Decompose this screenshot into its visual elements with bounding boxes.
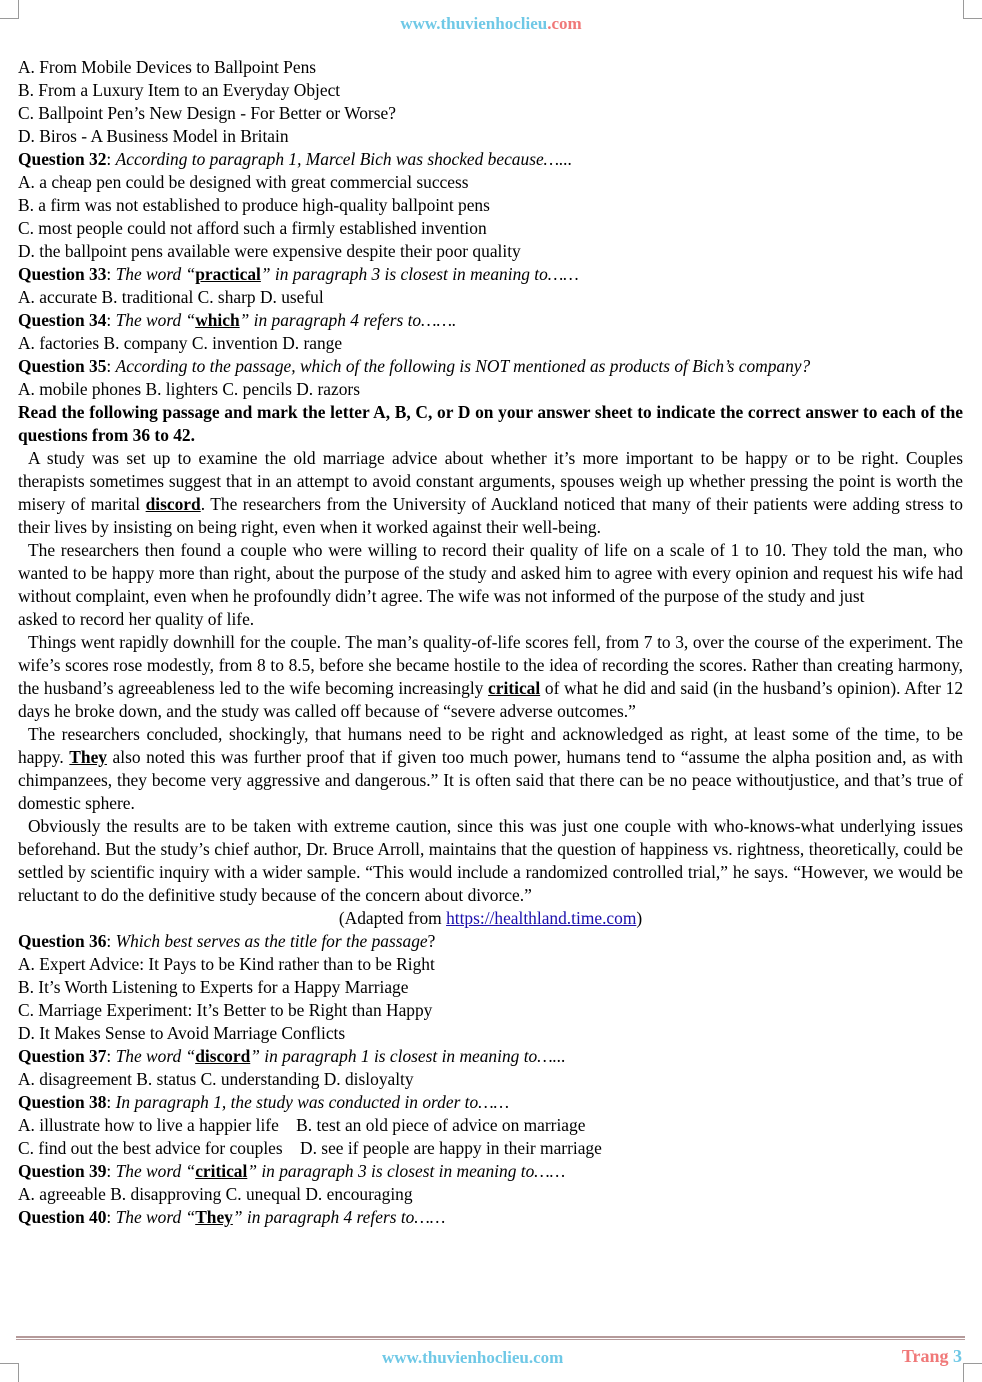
- page-content: [18, 56, 963, 1229]
- q40-text-post: ” in paragraph 4 refers to……: [232, 1207, 446, 1227]
- q37-stem: Question 37: The word “discord” in paragraph 1 is closest in meaning to…...: [18, 1046, 566, 1066]
- q34-stem: Question 34: The word “which” in paragraph 4 refers to…….: [18, 310, 457, 330]
- footer-divider: [16, 1336, 965, 1340]
- q33-stem: Question 33: The word “practical” in paragraph 3 is closest in meaning to……: [18, 264, 579, 284]
- q38-number: Question 38: [18, 1092, 107, 1112]
- q38-options-cd: C. find out the best advice for couples D. see if people are happy in their marriage: [18, 1138, 602, 1158]
- source-link[interactable]: https://healthland.time.com: [446, 908, 637, 928]
- q32-option-a: A. a cheap pen could be designed with great commercial success: [18, 172, 469, 192]
- q39-keyword: critical: [195, 1161, 248, 1181]
- q37-options: A. disagreement B. status C. understanding D. disloyalty: [18, 1069, 414, 1089]
- q37-text-post: ” in paragraph 1 is closest in meaning to…...: [250, 1046, 566, 1066]
- p4-text-a: The researchers concluded, shockingly, that humans need to be right and acknowledged as right, at least some of the time, to be happy.: [18, 724, 963, 767]
- q36-tail: ?: [427, 931, 436, 951]
- q34-number: Question 34: [18, 310, 107, 330]
- q32-number: Question 32: [18, 149, 107, 169]
- page-number-value: 3: [953, 1346, 962, 1366]
- passage-paragraph-2: The researchers then found a couple who were willing to record their quality of life on a scale of 1 to 10. They told the man, who wanted to be happy more than right, about the purpose of the study and asked him to agree with every opinion and request his wife had without complaint, even when he profoundly didn’t agree. The wife was not informed of the purpose of the study and just: [18, 540, 963, 606]
- q34-keyword: which: [195, 310, 240, 330]
- q36-option-b: B. It’s Worth Listening to Experts for a Happy Marriage: [18, 977, 409, 997]
- p1-text-b: . The researchers from the University of Auckland noticed that many of their patients were adding stress to their lives by insisting on being right, even when it worked against their well-being.: [18, 494, 963, 537]
- q34-text: [116, 310, 457, 330]
- header-site-name: [0, 14, 982, 34]
- q37-text: [116, 1046, 566, 1066]
- q34-options: A. factories B. company C. invention D. range: [18, 333, 343, 353]
- q35-text: According to the passage, which of the following is NOT mentioned as products of Bich’s company?: [115, 356, 811, 376]
- crop-mark-bottom-right: [963, 1363, 982, 1382]
- q32-option-b: B. a firm was not established to produce high-quality ballpoint pens: [18, 195, 490, 215]
- q32-text: According to paragraph 1, Marcel Bich was shocked because…...: [115, 149, 573, 169]
- q36-option-c: C. Marriage Experiment: It’s Better to be Right than Happy: [18, 1000, 433, 1020]
- source-prefix: (Adapted from: [338, 908, 447, 928]
- q31-option-c: C. Ballpoint Pen’s New Design - For Better or Worse?: [18, 103, 396, 123]
- q33-keyword: practical: [195, 264, 261, 284]
- q39-number: Question 39: [18, 1161, 107, 1181]
- q36-text: Which best serves as the title for the passage: [115, 931, 428, 951]
- q36-number: Question 36: [18, 931, 107, 951]
- q33-text-pre: The word “: [115, 264, 196, 284]
- q40-text-pre: The word “: [115, 1207, 196, 1227]
- footer-site-name: [382, 1348, 563, 1368]
- header-site-tld: .com: [547, 14, 582, 33]
- passage-paragraph-2-continued: asked to record her quality of life.: [18, 609, 255, 629]
- q38-options-ab: A. illustrate how to live a happier life B. test an old piece of advice on marriage: [18, 1115, 586, 1135]
- q35-number: Question 35: [18, 356, 107, 376]
- q33-number: Question 33: [18, 264, 107, 284]
- q37-text-pre: The word “: [115, 1046, 196, 1066]
- q37-number: Question 37: [18, 1046, 107, 1066]
- q31-option-b: B. From a Luxury Item to an Everyday Object: [18, 80, 341, 100]
- q37-keyword: discord: [195, 1046, 251, 1066]
- page-label: Trang: [901, 1346, 953, 1366]
- q36-option-a: A. Expert Advice: It Pays to be Kind rather than to be Right: [18, 954, 435, 974]
- passage-paragraph-3: [18, 631, 963, 723]
- q38-text: In paragraph 1, the study was conducted in order to……: [115, 1092, 510, 1112]
- q40-text: [116, 1207, 446, 1227]
- q34-text-pre: The word “: [115, 310, 196, 330]
- passage-paragraph-5: Obviously the results are to be taken with extreme caution, since this was just one couple with who-knows-what underlying issues beforehand. But the study’s chief author, Dr. Bruce Arroll, maintains that the question of happiness vs. rightness, theoretically, could be settled by scientific inquiry with a wider sample. “This would include a randomized controlled trial,” he says. “However, we would be reluctant to do the definitive study because of the concern about divorce.”: [18, 816, 963, 905]
- q31-option-d: D. Biros - A Business Model in Britain: [18, 126, 289, 146]
- passage-source: [18, 907, 963, 930]
- q39-options: A. agreeable B. disapproving C. unequal D. encouraging: [18, 1184, 413, 1204]
- p3-text-b: of what he did and said (in the husband’s opinion). After 12 days he broke down, and the study was called off because of “severe adverse outcomes.”: [18, 678, 964, 721]
- p3-keyword-critical: critical: [488, 678, 541, 698]
- passage-paragraph-4: [18, 723, 963, 815]
- q40-keyword: They: [195, 1207, 233, 1227]
- header-site-main: www.thuvienhoclieu: [400, 14, 548, 33]
- p4-text-b: also noted this was further proof that if given too much power, humans tend to “assume the alpha position and, as with chimpanzees, they become very aggressive and dangerous.” It is often said that there can be no peace withoutjustice, and that’s true of domestic sphere.: [18, 747, 963, 813]
- p1-keyword-discord: discord: [145, 494, 201, 514]
- q31-option-a: A. From Mobile Devices to Ballpoint Pens: [18, 57, 317, 77]
- q38-stem: Question 38: In paragraph 1, the study was conducted in order to……: [18, 1092, 510, 1112]
- passage-paragraph-1: [18, 447, 963, 539]
- q36-option-d: D. It Makes Sense to Avoid Marriage Conflicts: [18, 1023, 346, 1043]
- page-number: [902, 1346, 962, 1367]
- q33-options: A. accurate B. traditional C. sharp D. useful: [18, 287, 324, 307]
- q34-text-post: ” in paragraph 4 refers to…….: [239, 310, 457, 330]
- q39-text: [116, 1161, 566, 1181]
- q39-text-pre: The word “: [115, 1161, 196, 1181]
- crop-mark-bottom-left: [0, 1363, 19, 1382]
- q32-option-d: D. the ballpoint pens available were expensive despite their poor quality: [18, 241, 521, 261]
- q33-text: [116, 264, 579, 284]
- section-instruction: Read the following passage and mark the letter A, B, C, or D on your answer sheet to indicate the correct answer to each of the questions from 36 to 42.: [18, 402, 963, 445]
- q35-stem: Question 35: According to the passage, which of the following is NOT mentioned as products of Bich’s company?: [18, 356, 811, 376]
- q36-stem: Question 36: Which best serves as the title for the passage?: [18, 931, 436, 951]
- p3-text-a: Things went rapidly downhill for the couple. The man’s quality-of-life scores fell, from 7 to 3, over the course of the experiment. The wife’s scores rose modestly, from 8 to 8.5, before she became hostile to the idea of recording the scores. Rather than creating harmony, the husband’s agreeableness led to the wife becoming increasingly: [18, 632, 963, 698]
- q39-stem: Question 39: The word “critical” in paragraph 3 is closest in meaning to……: [18, 1161, 566, 1181]
- q40-stem: Question 40: The word “They” in paragraph 4 refers to……: [18, 1207, 446, 1227]
- q32-option-c: C. most people could not afford such a firmly established invention: [18, 218, 487, 238]
- q39-text-post: ” in paragraph 3 is closest in meaning to……: [247, 1161, 566, 1181]
- p4-keyword-they: They: [69, 747, 107, 767]
- q40-number: Question 40: [18, 1207, 107, 1227]
- p1-text-a: A study was set up to examine the old marriage advice about whether it’s more important to be happy or to be right. Couples therapists sometimes suggest that in an attempt to avoid constant arguments, spouses weigh up whether pressing the point is worth the misery of marital: [18, 448, 963, 514]
- source-suffix: ): [636, 908, 643, 928]
- q32-stem: Question 32: According to paragraph 1, Marcel Bich was shocked because…...: [18, 149, 573, 169]
- q35-options: A. mobile phones B. lighters C. pencils D. razors: [18, 379, 360, 399]
- q33-text-post: ” in paragraph 3 is closest in meaning to……: [260, 264, 579, 284]
- footer-site-text: www.thuvienhoclieu.com: [382, 1348, 564, 1367]
